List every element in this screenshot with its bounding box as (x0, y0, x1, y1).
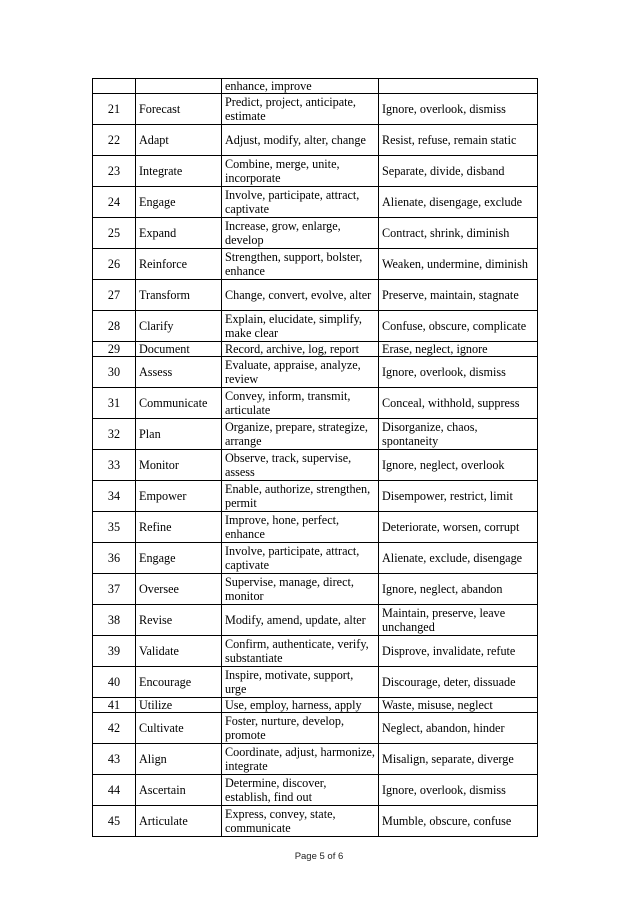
antonyms-cell (379, 79, 538, 94)
term-cell: Ascertain (136, 775, 222, 806)
table-row (93, 481, 538, 512)
term-cell: Transform (136, 280, 222, 311)
synonyms-cell: Express, convey, state, communicate (222, 806, 379, 837)
row-number-cell: 25 (93, 218, 136, 249)
table-row (93, 342, 538, 357)
row-number-cell: 33 (93, 450, 136, 481)
antonyms-cell: Waste, misuse, neglect (379, 698, 538, 713)
row-number-cell: 31 (93, 388, 136, 419)
term-cell: Cultivate (136, 713, 222, 744)
row-number-cell: 45 (93, 806, 136, 837)
synonyms-cell: Explain, elucidate, simplify, make clear (222, 311, 379, 342)
antonyms-cell: Ignore, overlook, dismiss (379, 775, 538, 806)
row-number-cell: 42 (93, 713, 136, 744)
term-cell: Validate (136, 636, 222, 667)
row-number-cell: 34 (93, 481, 136, 512)
antonyms-cell: Ignore, neglect, abandon (379, 574, 538, 605)
synonyms-cell: Inspire, motivate, support, urge (222, 667, 379, 698)
antonyms-cell: Mumble, obscure, confuse (379, 806, 538, 837)
row-number-cell: 26 (93, 249, 136, 280)
term-cell: Document (136, 342, 222, 357)
term-cell: Utilize (136, 698, 222, 713)
row-number-cell: 37 (93, 574, 136, 605)
term-cell: Adapt (136, 125, 222, 156)
table-row (93, 125, 538, 156)
vocabulary-table-body (93, 79, 538, 837)
table-row (93, 806, 538, 837)
term-cell: Engage (136, 187, 222, 218)
antonyms-cell: Contract, shrink, diminish (379, 218, 538, 249)
synonyms-cell: Predict, project, anticipate, estimate (222, 94, 379, 125)
synonyms-cell: Use, employ, harness, apply (222, 698, 379, 713)
table-row (93, 698, 538, 713)
table-row (93, 450, 538, 481)
antonyms-cell: Ignore, neglect, overlook (379, 450, 538, 481)
table-row (93, 636, 538, 667)
row-number-cell: 38 (93, 605, 136, 636)
term-cell: Articulate (136, 806, 222, 837)
synonyms-cell: Organize, prepare, strategize, arrange (222, 419, 379, 450)
term-cell (136, 79, 222, 94)
antonyms-cell: Misalign, separate, diverge (379, 744, 538, 775)
table-row (93, 713, 538, 744)
row-number-cell: 40 (93, 667, 136, 698)
term-cell: Integrate (136, 156, 222, 187)
row-number-cell: 44 (93, 775, 136, 806)
antonyms-cell: Preserve, maintain, stagnate (379, 280, 538, 311)
antonyms-cell: Discourage, deter, dissuade (379, 667, 538, 698)
antonyms-cell: Alienate, disengage, exclude (379, 187, 538, 218)
synonyms-cell: Involve, participate, attract, captivate (222, 543, 379, 574)
row-number-cell: 28 (93, 311, 136, 342)
table-row (93, 156, 538, 187)
antonyms-cell: Ignore, overlook, dismiss (379, 357, 538, 388)
table-row (93, 94, 538, 125)
row-number-cell: 23 (93, 156, 136, 187)
row-number-cell: 30 (93, 357, 136, 388)
row-number-cell: 39 (93, 636, 136, 667)
synonyms-cell: Evaluate, appraise, analyze, review (222, 357, 379, 388)
term-cell: Communicate (136, 388, 222, 419)
synonyms-cell: Strengthen, support, bolster, enhance (222, 249, 379, 280)
term-cell: Assess (136, 357, 222, 388)
table-row (93, 388, 538, 419)
antonyms-cell: Erase, neglect, ignore (379, 342, 538, 357)
synonyms-cell: Confirm, authenticate, verify, substantiate (222, 636, 379, 667)
table-row (93, 311, 538, 342)
row-number-cell: 22 (93, 125, 136, 156)
synonyms-cell: Supervise, manage, direct, monitor (222, 574, 379, 605)
term-cell: Encourage (136, 667, 222, 698)
synonyms-cell: Change, convert, evolve, alter (222, 280, 379, 311)
synonyms-cell: Foster, nurture, develop, promote (222, 713, 379, 744)
term-cell: Engage (136, 543, 222, 574)
row-number-cell (93, 79, 136, 94)
table-row (93, 605, 538, 636)
synonyms-cell: Improve, hone, perfect, enhance (222, 512, 379, 543)
synonyms-cell: Coordinate, adjust, harmonize, integrate (222, 744, 379, 775)
table-row (93, 574, 538, 605)
table-row (93, 419, 538, 450)
synonyms-cell: Combine, merge, unite, incorporate (222, 156, 379, 187)
page-number: Page 5 of 6 (294, 851, 344, 862)
antonyms-cell: Disempower, restrict, limit (379, 481, 538, 512)
term-cell: Plan (136, 419, 222, 450)
synonyms-cell: Record, archive, log, report (222, 342, 379, 357)
row-number-cell: 32 (93, 419, 136, 450)
synonyms-cell: Increase, grow, enlarge, develop (222, 218, 379, 249)
antonyms-cell: Disorganize, chaos, spontaneity (379, 419, 538, 450)
synonyms-cell: enhance, improve (222, 79, 379, 94)
antonyms-cell: Weaken, undermine, diminish (379, 249, 538, 280)
row-number-cell: 41 (93, 698, 136, 713)
term-cell: Empower (136, 481, 222, 512)
table-row (93, 775, 538, 806)
synonyms-cell: Determine, discover, establish, find out (222, 775, 379, 806)
term-cell: Revise (136, 605, 222, 636)
antonyms-cell: Deteriorate, worsen, corrupt (379, 512, 538, 543)
table-row (93, 543, 538, 574)
table-row (93, 744, 538, 775)
row-number-cell: 36 (93, 543, 136, 574)
synonyms-cell: Modify, amend, update, alter (222, 605, 379, 636)
synonyms-cell: Enable, authorize, strengthen, permit (222, 481, 379, 512)
synonyms-cell: Adjust, modify, alter, change (222, 125, 379, 156)
table-row (93, 249, 538, 280)
term-cell: Align (136, 744, 222, 775)
table-row (93, 280, 538, 311)
antonyms-cell: Maintain, preserve, leave unchanged (379, 605, 538, 636)
antonyms-cell: Resist, refuse, remain static (379, 125, 538, 156)
term-cell: Refine (136, 512, 222, 543)
term-cell: Clarify (136, 311, 222, 342)
table-row (93, 187, 538, 218)
synonyms-cell: Convey, inform, transmit, articulate (222, 388, 379, 419)
antonyms-cell: Conceal, withhold, suppress (379, 388, 538, 419)
row-number-cell: 29 (93, 342, 136, 357)
synonyms-cell: Observe, track, supervise, assess (222, 450, 379, 481)
table-row (93, 667, 538, 698)
term-cell: Oversee (136, 574, 222, 605)
antonyms-cell: Disprove, invalidate, refute (379, 636, 538, 667)
term-cell: Expand (136, 218, 222, 249)
term-cell: Forecast (136, 94, 222, 125)
table-row (93, 512, 538, 543)
antonyms-cell: Ignore, overlook, dismiss (379, 94, 538, 125)
table-row (93, 218, 538, 249)
antonyms-cell: Separate, divide, disband (379, 156, 538, 187)
synonyms-cell: Involve, participate, attract, captivate (222, 187, 379, 218)
row-number-cell: 21 (93, 94, 136, 125)
row-number-cell: 24 (93, 187, 136, 218)
table-row (93, 357, 538, 388)
antonyms-cell: Neglect, abandon, hinder (379, 713, 538, 744)
antonyms-cell: Confuse, obscure, complicate (379, 311, 538, 342)
term-cell: Reinforce (136, 249, 222, 280)
vocabulary-table (92, 78, 538, 837)
term-cell: Monitor (136, 450, 222, 481)
antonyms-cell: Alienate, exclude, disengage (379, 543, 538, 574)
row-number-cell: 27 (93, 280, 136, 311)
row-number-cell: 35 (93, 512, 136, 543)
table-row (93, 79, 538, 94)
row-number-cell: 43 (93, 744, 136, 775)
